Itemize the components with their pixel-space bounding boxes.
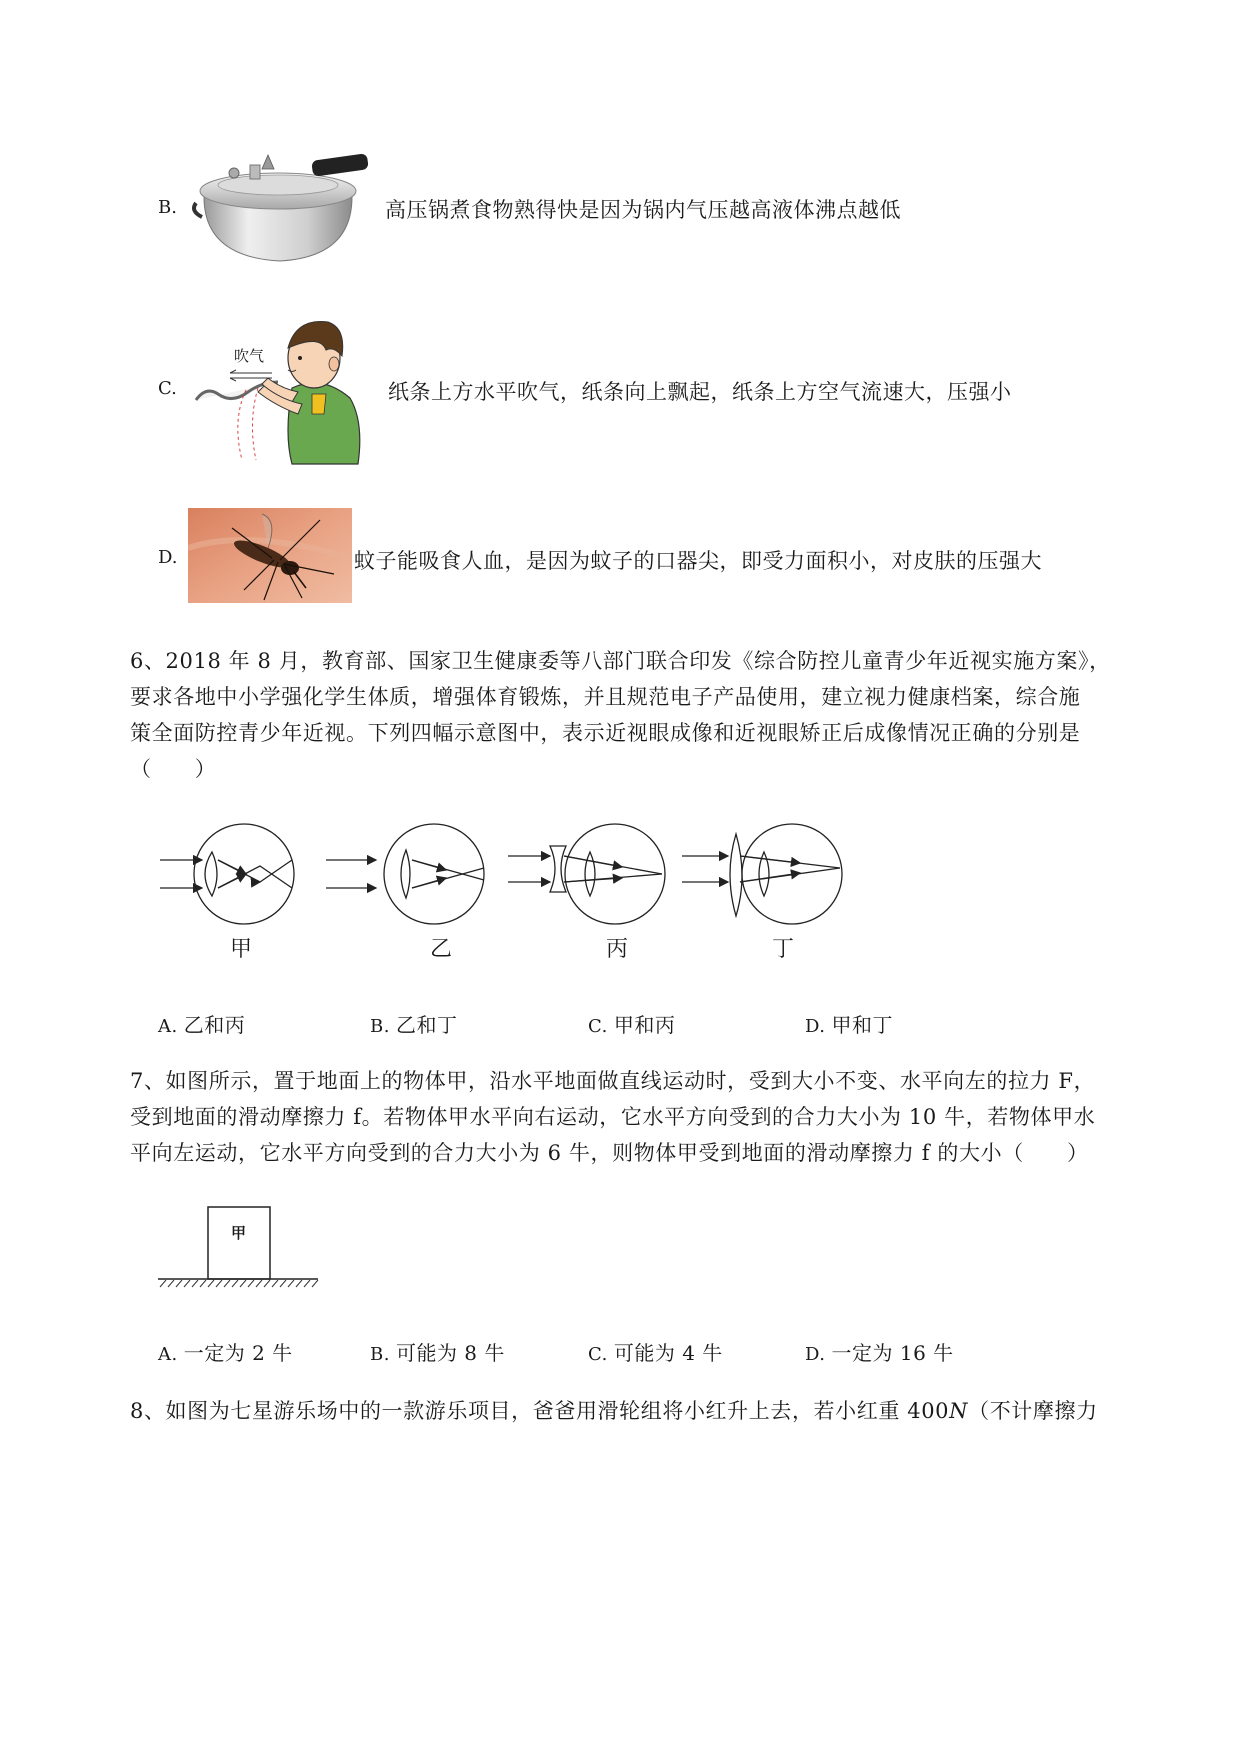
q7-choice-a[interactable]: A. 一定为 2 牛: [158, 1341, 293, 1365]
figure-caption-ding: 丁: [772, 937, 795, 962]
option-d-text: 蚊子能吸食人血，是因为蚊子的口器尖，即受力面积小，对皮肤的压强大: [354, 549, 1042, 573]
option-b-letter: B.: [158, 197, 177, 218]
q6-line-4: （ ）: [130, 757, 217, 781]
mosquito-image: [188, 508, 352, 603]
q7-line-3: 平向左运动，它水平方向受到的合力大小为 6 牛，则物体甲受到地面的滑动摩擦力 f 的大小（ ）: [130, 1141, 1089, 1165]
q6-choice-b[interactable]: B. 乙和丁: [370, 1013, 458, 1037]
block-label: 甲: [231, 1224, 247, 1242]
q7-line-2: 受到地面的滑动摩擦力 f。若物体甲水平向右运动，它水平方向受到的合力大小为 10 牛，若物体甲水: [130, 1105, 1096, 1129]
q7-choice-d[interactable]: D. 一定为 16 牛: [805, 1341, 954, 1365]
block-on-ground-diagram: [156, 1205, 320, 1295]
option-c-letter: C.: [158, 378, 177, 399]
option-c-text: 纸条上方水平吹气，纸条向上飘起，纸条上方空气流速大，压强小: [388, 380, 1012, 404]
blow-air-label: 吹气: [234, 347, 265, 365]
q7-choice-b[interactable]: B. 可能为 8 牛: [370, 1341, 505, 1365]
q6-choice-d[interactable]: D. 甲和丁: [805, 1013, 894, 1037]
q8-line-1: 8、如图为七星游乐场中的一款游乐项目，爸爸用滑轮组将小红升上去，若小红重 400N（不计摩擦力: [130, 1399, 1098, 1423]
q6-choice-c[interactable]: C. 甲和丙: [588, 1013, 676, 1037]
eye-diagram-jia: [160, 824, 294, 924]
eye-diagram-yi: [326, 824, 484, 924]
q6-line-1: 6、2018 年 8 月，教育部、国家卫生健康委等八部门联合印发《综合防控儿童青少年近视实施方案》，: [130, 649, 1111, 673]
option-d-letter: D.: [158, 547, 178, 568]
figure-caption-jia: 甲: [230, 937, 253, 962]
eye-diagram-ding: [682, 824, 842, 924]
option-b-text: 高压锅煮食物熟得快是因为锅内气压越高液体沸点越低: [385, 198, 901, 222]
q6-choice-a[interactable]: A. 乙和丙: [158, 1013, 246, 1037]
eye-diagram-bing: [508, 824, 665, 924]
eye-diagrams: [150, 820, 850, 950]
pressure-cooker-image: [192, 145, 368, 267]
q6-line-2: 要求各地中小学强化学生体质，增强体育锻炼，并且规范电子产品使用，建立视力健康档案，综合施: [130, 685, 1081, 709]
figure-caption-yi: 乙: [430, 937, 453, 962]
q6-line-3: 策全面防控青少年近视。下列四幅示意图中，表示近视眼成像和近视眼矫正后成像情况正确的分别是: [130, 721, 1081, 745]
boy-blowing-paper-image: [188, 318, 364, 466]
q7-choice-c[interactable]: C. 可能为 4 牛: [588, 1341, 723, 1365]
figure-caption-bing: 丙: [606, 937, 629, 962]
q7-line-1: 7、如图所示，置于地面上的物体甲，沿水平地面做直线运动时，受到大小不变、水平向左的拉力 F，: [130, 1069, 1096, 1093]
